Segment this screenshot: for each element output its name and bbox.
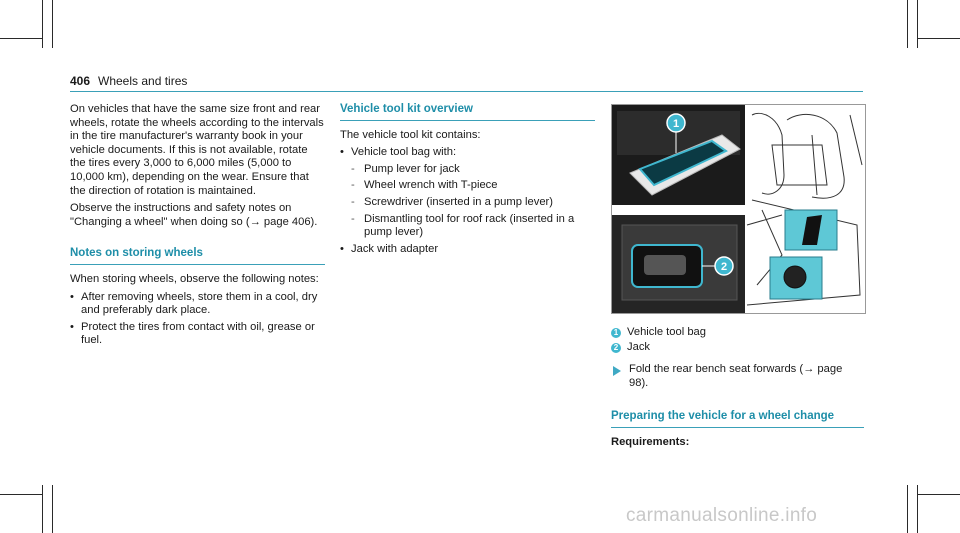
list-item: • Protect the tires from contact with oil, grease or fuel.: [70, 321, 325, 348]
crop-mark: [907, 485, 908, 533]
sub-list-item: - Pump lever for jack: [340, 163, 595, 177]
legend-item-1: [611, 326, 706, 338]
left-column: [70, 103, 325, 351]
crop-mark: [917, 494, 960, 495]
crop-mark: [917, 0, 918, 48]
tool-kit-heading: Vehicle tool kit overview: [340, 103, 473, 115]
header-divider: [70, 91, 863, 92]
crop-mark: [917, 38, 960, 39]
sub-list-item: - Screwdriver (inserted in a pump lever): [340, 196, 595, 210]
list-item: • Vehicle tool bag with:: [340, 146, 595, 160]
crop-mark: [42, 0, 43, 48]
list-item: • Jack with adapter: [340, 243, 595, 257]
tool-kit-intro: The vehicle tool kit contains:: [340, 128, 481, 141]
crop-mark: [0, 38, 42, 39]
crop-mark: [917, 485, 918, 533]
page-number: 406: [70, 74, 91, 88]
middle-column: [340, 103, 595, 259]
legend-item-2: [611, 341, 650, 353]
observe-paragraph: Observe the instructions and safety notes on "Changing a wheel" when doing so (→ page 406).: [70, 202, 318, 228]
sub-list-item: - Dismantling tool for roof rack (inserted in a pump lever): [340, 213, 595, 240]
page-header: [70, 74, 863, 90]
tool-kit-illustration: [611, 104, 866, 314]
heading-divider: [340, 120, 595, 121]
callout-1-number: 1: [672, 118, 680, 130]
callout-2-number: 2: [720, 261, 728, 273]
rotation-paragraph: On vehicles that have the same size front and rear wheels, rotate the wheels according to the intervals in the tire manufacturer's warranty book in your vehicle documents. If this is not available, rotate the tires every 3,000 to 6,000 miles (5,000 to 10,000 km), depending on the wear. Ensure that the direction of rotation is maintained.: [70, 103, 324, 197]
wheel-change-heading: Preparing the vehicle for a wheel change: [611, 410, 835, 422]
legend-label: Vehicle tool bag: [627, 326, 706, 338]
page-section-title: Wheels and tires: [98, 74, 188, 88]
crop-mark: [907, 0, 908, 48]
watermark: carmanualsonline.info: [626, 505, 818, 526]
storing-intro: When storing wheels, observe the following notes:: [70, 272, 319, 285]
step-arrow-icon: [613, 366, 621, 376]
crop-mark: [42, 485, 43, 533]
wheel-change-section: [611, 410, 864, 449]
crop-mark: [0, 494, 42, 495]
crop-mark: [52, 0, 53, 48]
storing-wheels-heading: Notes on storing wheels: [70, 247, 203, 260]
tool-kit-drawing: [612, 105, 865, 313]
requirements-label: Requirements:: [611, 435, 690, 448]
instruction-step: [611, 363, 861, 390]
heading-divider: [70, 264, 325, 265]
crop-mark: [52, 485, 53, 533]
sub-list-item: - Wheel wrench with T-piece: [340, 179, 595, 193]
legend-number-badge: 1: [611, 328, 621, 338]
list-item: • After removing wheels, store them in a cool, dry and preferably dark place.: [70, 291, 325, 318]
legend-label: Jack: [627, 341, 651, 353]
step-text: Fold the rear bench seat forwards (→ page 98).: [629, 363, 843, 389]
heading-divider: [611, 427, 864, 428]
legend-number-badge: 2: [611, 343, 621, 353]
